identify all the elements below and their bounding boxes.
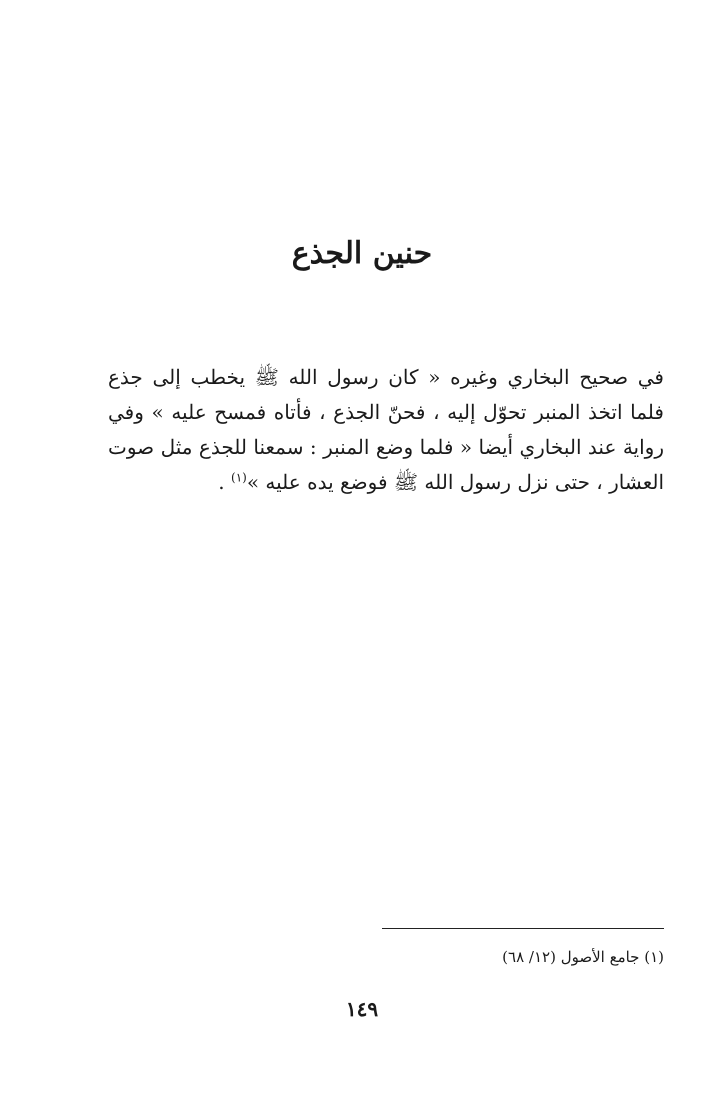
- footnote-reference: (١): [231, 470, 247, 485]
- page-number: ١٤٩: [345, 997, 379, 1021]
- chapter-title: حنين الجذع: [291, 236, 433, 271]
- footnote-divider: [382, 928, 664, 929]
- body-text: في صحيح البخاري وغيره « كان رسول الله ﷺ يخطب إلى جذع فلما اتخذ المنبر تحوّل إليه ، فحنّ الجذع ، فأتاه فمسح عليه » وفي رواية عند البخاري أيضا « فلما وضع المنبر : سمعنا للجذع مثل صوت العشار ، حتى نزل رسول الله ﷺ فوضع يده عليه »: [108, 365, 664, 494]
- body-end-mark: .: [218, 470, 231, 494]
- body-paragraph: [108, 360, 664, 500]
- footnote: (١) جامع الأصول (١٢/ ٦٨): [502, 948, 664, 966]
